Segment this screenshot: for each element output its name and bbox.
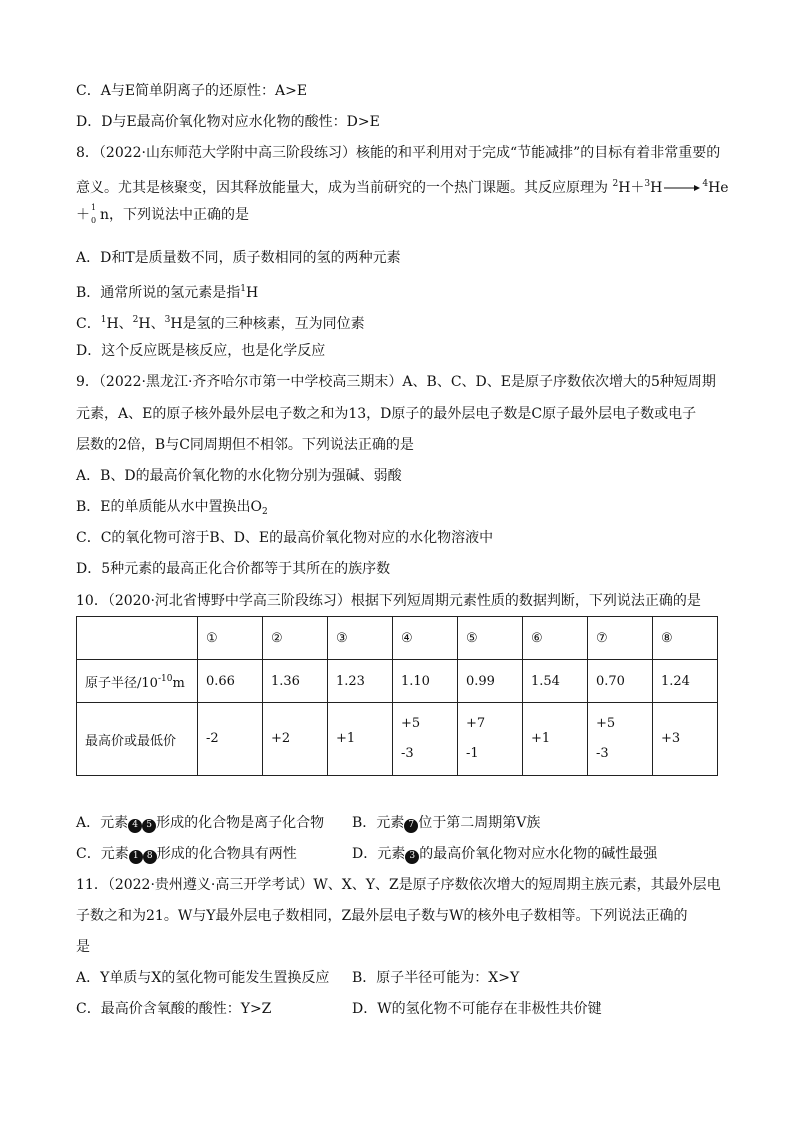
opt-text: 的最高价氧化物对应水化物的碱性最强 xyxy=(419,846,658,862)
valence-top: +7 xyxy=(466,716,486,731)
table-header-cell: ② xyxy=(263,617,328,660)
q10-option-c xyxy=(76,845,297,864)
circled-number-icon: 3 xyxy=(405,850,419,864)
q9-option-c: C．C的氧化物可溶于B、D、E的最高价氧化物对应的水化物溶液中 xyxy=(76,530,494,546)
q10-option-b xyxy=(352,814,540,833)
c-h2-mass: 2 xyxy=(132,315,139,325)
q9-option-b-text: B．E的单质能从水中置换出O xyxy=(76,499,262,515)
table-header-cell: ① xyxy=(198,617,263,660)
valence-top: -2 xyxy=(206,731,219,746)
q8-option-c: C．$^1$H、$^2$H、$^3$H是氢的三种核素，互为同位素 xyxy=(76,315,365,332)
table-corner-cell xyxy=(77,617,198,660)
q10-option-a xyxy=(76,814,324,833)
table-header-cell: ⑥ xyxy=(523,617,588,660)
q8-question-text: n，下列说法中正确的是 xyxy=(100,207,250,223)
q9-option-d: D．5种元素的最高正化合价都等于其所在的族序数 xyxy=(76,561,391,577)
q11-option-c: C．最高价含氧酸的酸性：Y>Z xyxy=(76,1001,272,1017)
table-cell xyxy=(393,703,458,776)
c-h3-text: H是氢的三种核素，互为同位素 xyxy=(170,316,365,332)
reaction-arrow-icon xyxy=(664,183,700,193)
h2-symbol: H＋ xyxy=(618,180,645,196)
q9-stem-line2: 元素，A、E的原子核外最外层电子数之和为13，D原子的最外层电子数是C原子最外层电子数或电子 xyxy=(76,406,697,422)
q9-stem-line3: 层数的2倍，B与C同周期但不相邻。下列说法正确的是 xyxy=(76,437,414,453)
neutron-atomic: 0 xyxy=(91,216,97,225)
q10-stem: 10．（2020·河北省博野中学高三阶段练习）根据下列短周期元素性质的数据判断，下列说法正确的是 xyxy=(76,593,701,609)
opt-prefix: C．元素 xyxy=(76,846,129,862)
q10-option-d xyxy=(352,845,657,864)
valence-bottom: -3 xyxy=(401,746,414,761)
table-header-cell: ③ xyxy=(328,617,393,660)
table-header-cell: ⑤ xyxy=(458,617,523,660)
radius-exponent: -10 xyxy=(157,673,173,684)
table-cell xyxy=(458,703,523,776)
table-header-cell: ⑦ xyxy=(588,617,653,660)
circled-number-icon: 1 xyxy=(129,850,143,864)
neutron-nuclide xyxy=(90,203,100,225)
circled-number-icon: 7 xyxy=(404,819,418,833)
valence-top: +3 xyxy=(661,731,681,746)
circled-number-icon: 8 xyxy=(143,850,157,864)
circled-number-icon: 4 xyxy=(128,819,142,833)
opt-text: 形成的化合物是离子化合物 xyxy=(156,815,325,831)
q8-option-b xyxy=(76,280,258,302)
opt-prefix: B．元素 xyxy=(352,815,405,831)
he-symbol: He xyxy=(708,180,729,196)
opt-prefix: D．元素 xyxy=(352,846,406,862)
table-header-row xyxy=(77,617,718,660)
table-cell: 0.99 xyxy=(458,660,523,703)
c-h3-mass: 3 xyxy=(164,315,171,325)
table-header-cell: ⑧ xyxy=(653,617,718,660)
valence-top: +5 xyxy=(596,716,616,731)
neutron-mass: 1 xyxy=(91,203,97,212)
q11-option-b: B．原子半径可能为：X>Y xyxy=(352,970,520,986)
q7-option-c: C．A与E简单阴离子的还原性：A>E xyxy=(76,83,308,99)
table-cell: 1.54 xyxy=(523,660,588,703)
h3-symbol: H xyxy=(650,180,663,196)
table-cell: 0.66 xyxy=(198,660,263,703)
valence-top: +5 xyxy=(401,716,421,731)
table-cell xyxy=(653,703,718,776)
opt-text: 位于第二周期第Ⅴ族 xyxy=(418,815,541,831)
table-cell: 1.36 xyxy=(263,660,328,703)
opt-text: 形成的化合物具有两性 xyxy=(156,846,297,862)
q11-option-d: D．W的氢化物不可能存在非极性共价键 xyxy=(352,1001,602,1017)
q8-stem-text: 意义。尤其是核聚变，因其释放能量大，成为当前研究的一个热门课题。其反应原理为 xyxy=(76,180,613,196)
q9-option-a: A．B、D的最高价氧化物的水化物分别为强碱、弱酸 xyxy=(76,468,402,484)
q11-stem-line2: 子数之和为21。W与Y最外层电子数相同，Z最外层电子数与W的核外电子数相等。下列说法正确的 xyxy=(76,908,688,924)
q8-stem-line2 xyxy=(76,175,729,197)
valence-bottom: -1 xyxy=(466,746,479,761)
table-header-cell: ④ xyxy=(393,617,458,660)
table-row-valence xyxy=(77,703,718,776)
radius-label: 原子半径/10 xyxy=(85,675,158,691)
c-h1: H、 xyxy=(106,316,133,332)
table-cell xyxy=(523,703,588,776)
table-cell xyxy=(328,703,393,776)
table-row-radius xyxy=(77,660,718,703)
table-cell xyxy=(263,703,328,776)
q8-option-a: A．D和T是质量数不同，质子数相同的氢的两种元素 xyxy=(76,250,401,266)
h1-symbol: H xyxy=(246,285,259,301)
h2-mass: 2 xyxy=(612,179,619,189)
q11-option-a: A．Y单质与X的氢化物可能发生置换反应 xyxy=(76,970,330,986)
table-cell xyxy=(588,703,653,776)
c-h2: H、 xyxy=(138,316,165,332)
q8-option-d: D．这个反应既是核反应，也是化学反应 xyxy=(76,343,326,359)
q11-stem-line3: 是 xyxy=(76,939,90,955)
element-property-table xyxy=(76,616,718,776)
radius-label-cell xyxy=(77,660,198,703)
table-cell xyxy=(198,703,263,776)
valence-top: +2 xyxy=(271,731,291,746)
q8-stem-line3 xyxy=(76,203,250,225)
table-cell: 1.24 xyxy=(653,660,718,703)
q11-stem-line1: 11．（2022·贵州遵义·高三开学考试）W、X、Y、Z是原子序数依次增大的短周期主族元素，其最外层电 xyxy=(76,877,721,893)
q9-option-b xyxy=(76,498,268,521)
plus-sign: ＋ xyxy=(76,207,90,223)
he-mass: 4 xyxy=(702,179,709,189)
h1-mass: 1 xyxy=(240,284,247,294)
h3-mass: 3 xyxy=(644,179,651,189)
table-cell: 1.23 xyxy=(328,660,393,703)
q9-stem-line1: 9．（2022·黑龙江·齐齐哈尔市第一中学校高三期末）A、B、C、D、E是原子序数依次增大的5种短周期 xyxy=(76,374,716,390)
valence-top: +1 xyxy=(531,731,551,746)
q8-option-b-text: B．通常所说的氢元素是指 xyxy=(76,285,241,301)
valence-top: +1 xyxy=(336,731,356,746)
o2-subscript: 2 xyxy=(262,507,268,517)
valence-label-cell: 最高价或最低价 xyxy=(77,703,198,776)
q8-stem-line1: 8．（2022·山东师范大学附中高三阶段练习）核能的和平利用对于完成“节能减排”的目标有着非常重要的 xyxy=(76,145,721,161)
valence-bottom: -3 xyxy=(596,746,609,761)
table-cell: 1.10 xyxy=(393,660,458,703)
radius-unit: m xyxy=(172,675,185,691)
opt-prefix: A．元素 xyxy=(76,815,129,831)
q7-option-d: D．D与E最高价氧化物对应水化物的酸性：D>E xyxy=(76,114,380,130)
c-h1-mass: 1 xyxy=(100,315,107,325)
circled-number-icon: 5 xyxy=(142,819,156,833)
table-cell: 0.70 xyxy=(588,660,653,703)
